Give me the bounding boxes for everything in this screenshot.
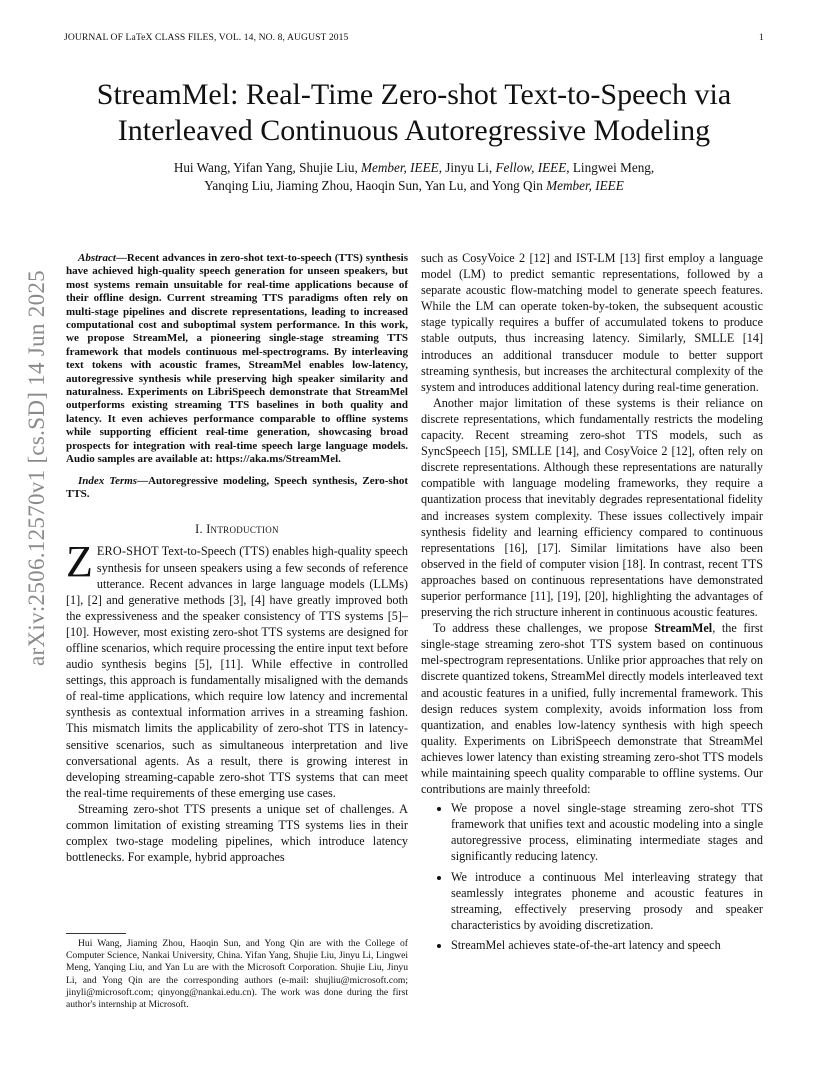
right-column	[421, 250, 763, 957]
authors-2a: Yanqing Liu, Jiaming Zhou, Haoqin Sun, Yan Lu, and Yong Qin	[204, 178, 543, 193]
authors-1e: , Lingwei Meng,	[566, 160, 655, 175]
author-line-1	[60, 159, 768, 177]
paper-title	[40, 77, 788, 149]
running-head: JOURNAL OF LaTeX CLASS FILES, VOL. 14, NO. 8, AUGUST 2015	[64, 32, 349, 43]
title-line-2: Interleaved Continuous Autoregressive Modeling	[117, 114, 711, 147]
authors-1d: Fellow, IEEE	[495, 160, 567, 175]
author-list	[60, 159, 768, 195]
right-paragraph-1: such as CosyVoice 2 [12] and IST-LM [13] first employ a language model (LM) to predict semantic representations, followed by a separate acoustic flow-matching model to generate speech features. While the LM can operate token-by-token, the subsequent acoustic stage typically requires a buffer of accumulated tokens to produce stable outputs, thus increasing latency. Similarly, SMLLE [14] introduces an additional transducer module to better support streaming synthesis, but increases the architectural complexity of the system and introduces additional latency during real-time generation.	[421, 251, 763, 394]
left-column	[66, 252, 408, 865]
authors-1a: Hui Wang, Yifan Yang, Shujie Liu,	[173, 160, 358, 175]
contribution-item: • StreamMel achieves state-of-the-art latency and speech	[451, 937, 763, 953]
index-terms	[66, 475, 408, 502]
index-terms-label: Index Terms	[78, 474, 138, 487]
author-line-2	[60, 177, 768, 195]
intro-paragraph-1	[66, 537, 408, 801]
abstract	[66, 252, 408, 467]
intro-paragraph-2: Streaming zero-shot TTS presents a unique set of challenges. A common limitation of existing streaming TTS systems lies in their complex two-stage modeling pipelines, which introduce latency bottlenecks. For example, hybrid approaches	[66, 801, 408, 865]
page-number: 1	[759, 32, 764, 43]
right-paragraph-3	[421, 620, 763, 797]
footnote: Hui Wang, Jiaming Zhou, Haoqin Sun, and Yong Qin are with the College of Computer Science, Nankai University, China. Yifan Yang, Shujie Liu, Jinyu Li, Lingwei Meng, Yanqing Liu, and Yan Lu are with the Microsoft Corporation. Shujie Liu, Jinyu Li, and Yong Qin are the corresponding authors (e-mail: shujliu@microsoft.com; jinyli@microsoft.com; qinyong@nankai.edu.cn). The work was done during the first author's internship at Microsoft.	[66, 938, 408, 1011]
right-paragraph-2: Another major limitation of these systems is their reliance on discrete representations, which fundamentally restricts the modeling capacity. Recent streaming zero-shot TTS models, such as SyncSpeech [15], SMLLE [14], and CosyVoice 2 [12], often rely on discrete representations. Although these representations are naturally compatible with language modeling frameworks, they require a quantization process that inevitably degrades representational fidelity and increases system complexity. These issues collectively impair synthesis fidelity and learning efficiency compared to continuous representations [16], [17]. Similar limitations have also been observed in the field of computer vision [18]. In contrast, recent TTS approaches based on continuous representations have demonstrated superior performance [11], [19], [20], highlighting the advantages of preserving the rich structure inherent in continuous acoustic features.	[421, 395, 763, 620]
p3-text-c: , the first single-stage streaming zero-shot TTS system based on continuous mel-spectrogram representations. Unlike prior approaches that rely on discrete quantized tokens, StreamMel directly models interleaved text and acoustic features in a unified, fully incremental framework. This design reduces system complexity, avoids information loss from quantization, and enables low-latency synthesis with high speech quality. Experiments on LibriSpeech demonstrate that StreamMel achieves lower latency than existing streaming zero-shot TTS models while maintaining speech quality comparable to offline systems. Our contributions are mainly threefold:	[421, 621, 763, 797]
intro-lead: ERO-SHOT	[96, 544, 159, 559]
intro-p1-text: Text-to-Speech (TTS) enables high-quality speech synthesis for unseen speakers using a few seconds of reference utterance. Recent advances in large language models (LLMs) [1], [2] and generative methods [3], [4] have greatly improved both the expressiveness and the speaker consistency of TTS systems [5]–[10]. However, most existing zero-shot TTS systems are designed for offline scenarios, which require processing the entire input text before audio synthesis begins [5], [11]. While effective in controlled settings, this approach is fundamentally misaligned with the demands of real-time applications, which require low latency and incremental synthesis as contextual information arrives in a streaming fashion. This mismatch limits the applicability of zero-shot TTS in latency-sensitive scenarios, such as simultaneous interpretation and live conversational agents. As a result, there is growing interest in developing streaming-capable zero-shot TTS systems that can meet the real-time requirements of these emerging use cases.	[66, 544, 408, 800]
arxiv-stamp-text: arXiv:2506.12570v1 [cs.SD] 14 Jun 2025	[24, 270, 49, 666]
authors-1c: , Jinyu Li,	[438, 160, 493, 175]
abstract-text: —Recent advances in zero-shot text-to-speech (TTS) synthesis have achieved high-quality speech generation for unseen speakers, but most systems remain unsuitable for real-time applications because of their offline design. Current streaming TTS paradigms often rely on multi-stage pipelines and discrete representations, leading to increased computational cost and suboptimal system performance. In this work, we propose StreamMel, a pioneering single-stage streaming TTS framework that models continuous mel-spectrograms. By interleaving text tokens with acoustic frames, StreamMel enables low-latency, autoregressive synthesis while preserving high speaker similarity and naturalness. Experiments on LibriSpeech demonstrate that StreamMel outperforms existing streaming TTS baselines in both quality and latency. It even achieves performance comparable to offline systems while supporting efficient real-time generation, showcasing broad prospects for integration with real-time speech large language models. Audio samples are available at: https://aka.ms/StreamMel.	[66, 252, 408, 466]
p3-streammel-bold: StreamMel	[654, 621, 713, 636]
authors-1b: Member, IEEE	[361, 160, 439, 175]
index-terms-text: —Autoregressive modeling, Speech synthesis, Zero-shot TTS.	[66, 474, 408, 500]
title-line-1: StreamMel: Real-Time Zero-shot Text-to-Speech via	[96, 78, 732, 111]
contribution-item: • We propose a novel single-stage streaming zero-shot TTS framework that unifies text and acoustic modeling into a single autoregressive process, eliminating intermediate stages and significantly reducing latency.	[451, 800, 763, 864]
contribution-item: • We introduce a continuous Mel interleaving strategy that seamlessly integrates phoneme and acoustic features in streaming, effectively preserving prosody and speaker characteristics by avoiding discretization.	[451, 869, 763, 933]
contribution-list	[421, 800, 763, 953]
section-heading: I. Introduction	[195, 522, 279, 537]
authors-2b: Member, IEEE	[546, 178, 624, 193]
abstract-label: Abstract	[78, 252, 116, 264]
footnote-rule	[66, 933, 126, 934]
arxiv-stamp	[22, 270, 52, 666]
p3-text-a: To address these challenges, we propose	[433, 621, 655, 636]
drop-cap: Z	[66, 537, 93, 587]
